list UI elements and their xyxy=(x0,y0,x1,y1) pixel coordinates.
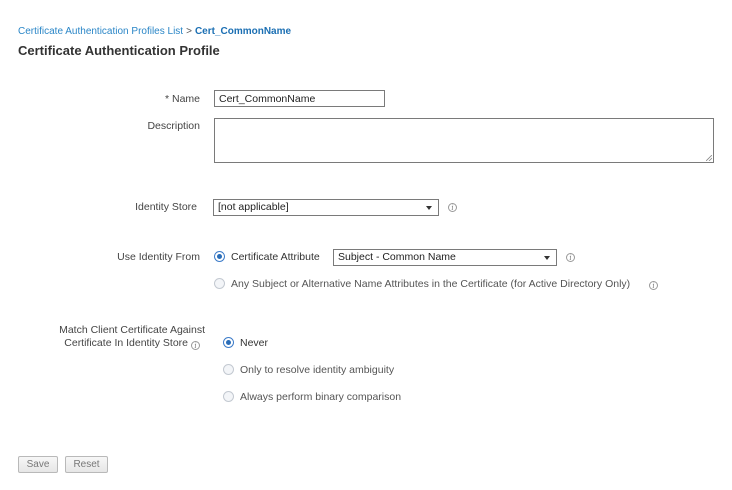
page-title: Certificate Authentication Profile xyxy=(18,43,220,58)
option-certificate-attribute-label: Certificate Attribute xyxy=(231,251,320,263)
breadcrumb-current: Cert_CommonName xyxy=(194,26,292,37)
radio-certificate-attribute[interactable] xyxy=(214,251,225,262)
name-label: * Name xyxy=(164,93,200,105)
reset-button[interactable]: Reset xyxy=(65,456,108,473)
radio-binary-comparison[interactable] xyxy=(223,391,234,402)
identity-store-value: [not applicable] xyxy=(218,201,289,213)
match-certificate-label-line2: Certificate In Identity Store xyxy=(64,337,188,349)
breadcrumb-separator: > xyxy=(186,26,192,37)
info-icon[interactable]: i xyxy=(448,203,457,212)
match-certificate-label-line1: Match Client Certificate Against xyxy=(59,324,205,336)
info-icon[interactable]: i xyxy=(566,253,575,262)
radio-resolve-ambiguity[interactable] xyxy=(223,364,234,375)
resize-handle-icon[interactable] xyxy=(706,155,712,161)
breadcrumb xyxy=(18,26,291,37)
radio-never[interactable] xyxy=(223,337,234,348)
info-icon[interactable]: i xyxy=(649,281,658,290)
name-input[interactable] xyxy=(214,90,385,107)
chevron-down-icon xyxy=(544,256,550,260)
option-any-subject-alt-name-label: Any Subject or Alternative Name Attributes in the Certificate (for Active Directory Only) xyxy=(231,278,631,290)
breadcrumb-link-profiles-list[interactable]: Certificate Authentication Profiles List xyxy=(18,26,184,37)
identity-store-label: Identity Store xyxy=(135,201,197,213)
chevron-down-icon xyxy=(426,206,432,210)
certificate-attribute-select[interactable] xyxy=(333,249,557,266)
description-textarea[interactable] xyxy=(214,118,714,163)
option-never-label: Never xyxy=(240,337,269,349)
radio-any-subject-alt-name[interactable] xyxy=(214,278,225,289)
option-binary-comparison-label: Always perform binary comparison xyxy=(240,391,402,403)
option-resolve-ambiguity-label: Only to resolve identity ambiguity xyxy=(240,364,395,376)
info-icon[interactable]: i xyxy=(191,341,200,350)
description-label: Description xyxy=(147,120,200,132)
certificate-attribute-value: Subject - Common Name xyxy=(338,251,456,263)
save-button[interactable]: Save xyxy=(18,456,58,473)
identity-store-select[interactable] xyxy=(213,199,439,216)
use-identity-label: Use Identity From xyxy=(117,251,200,263)
